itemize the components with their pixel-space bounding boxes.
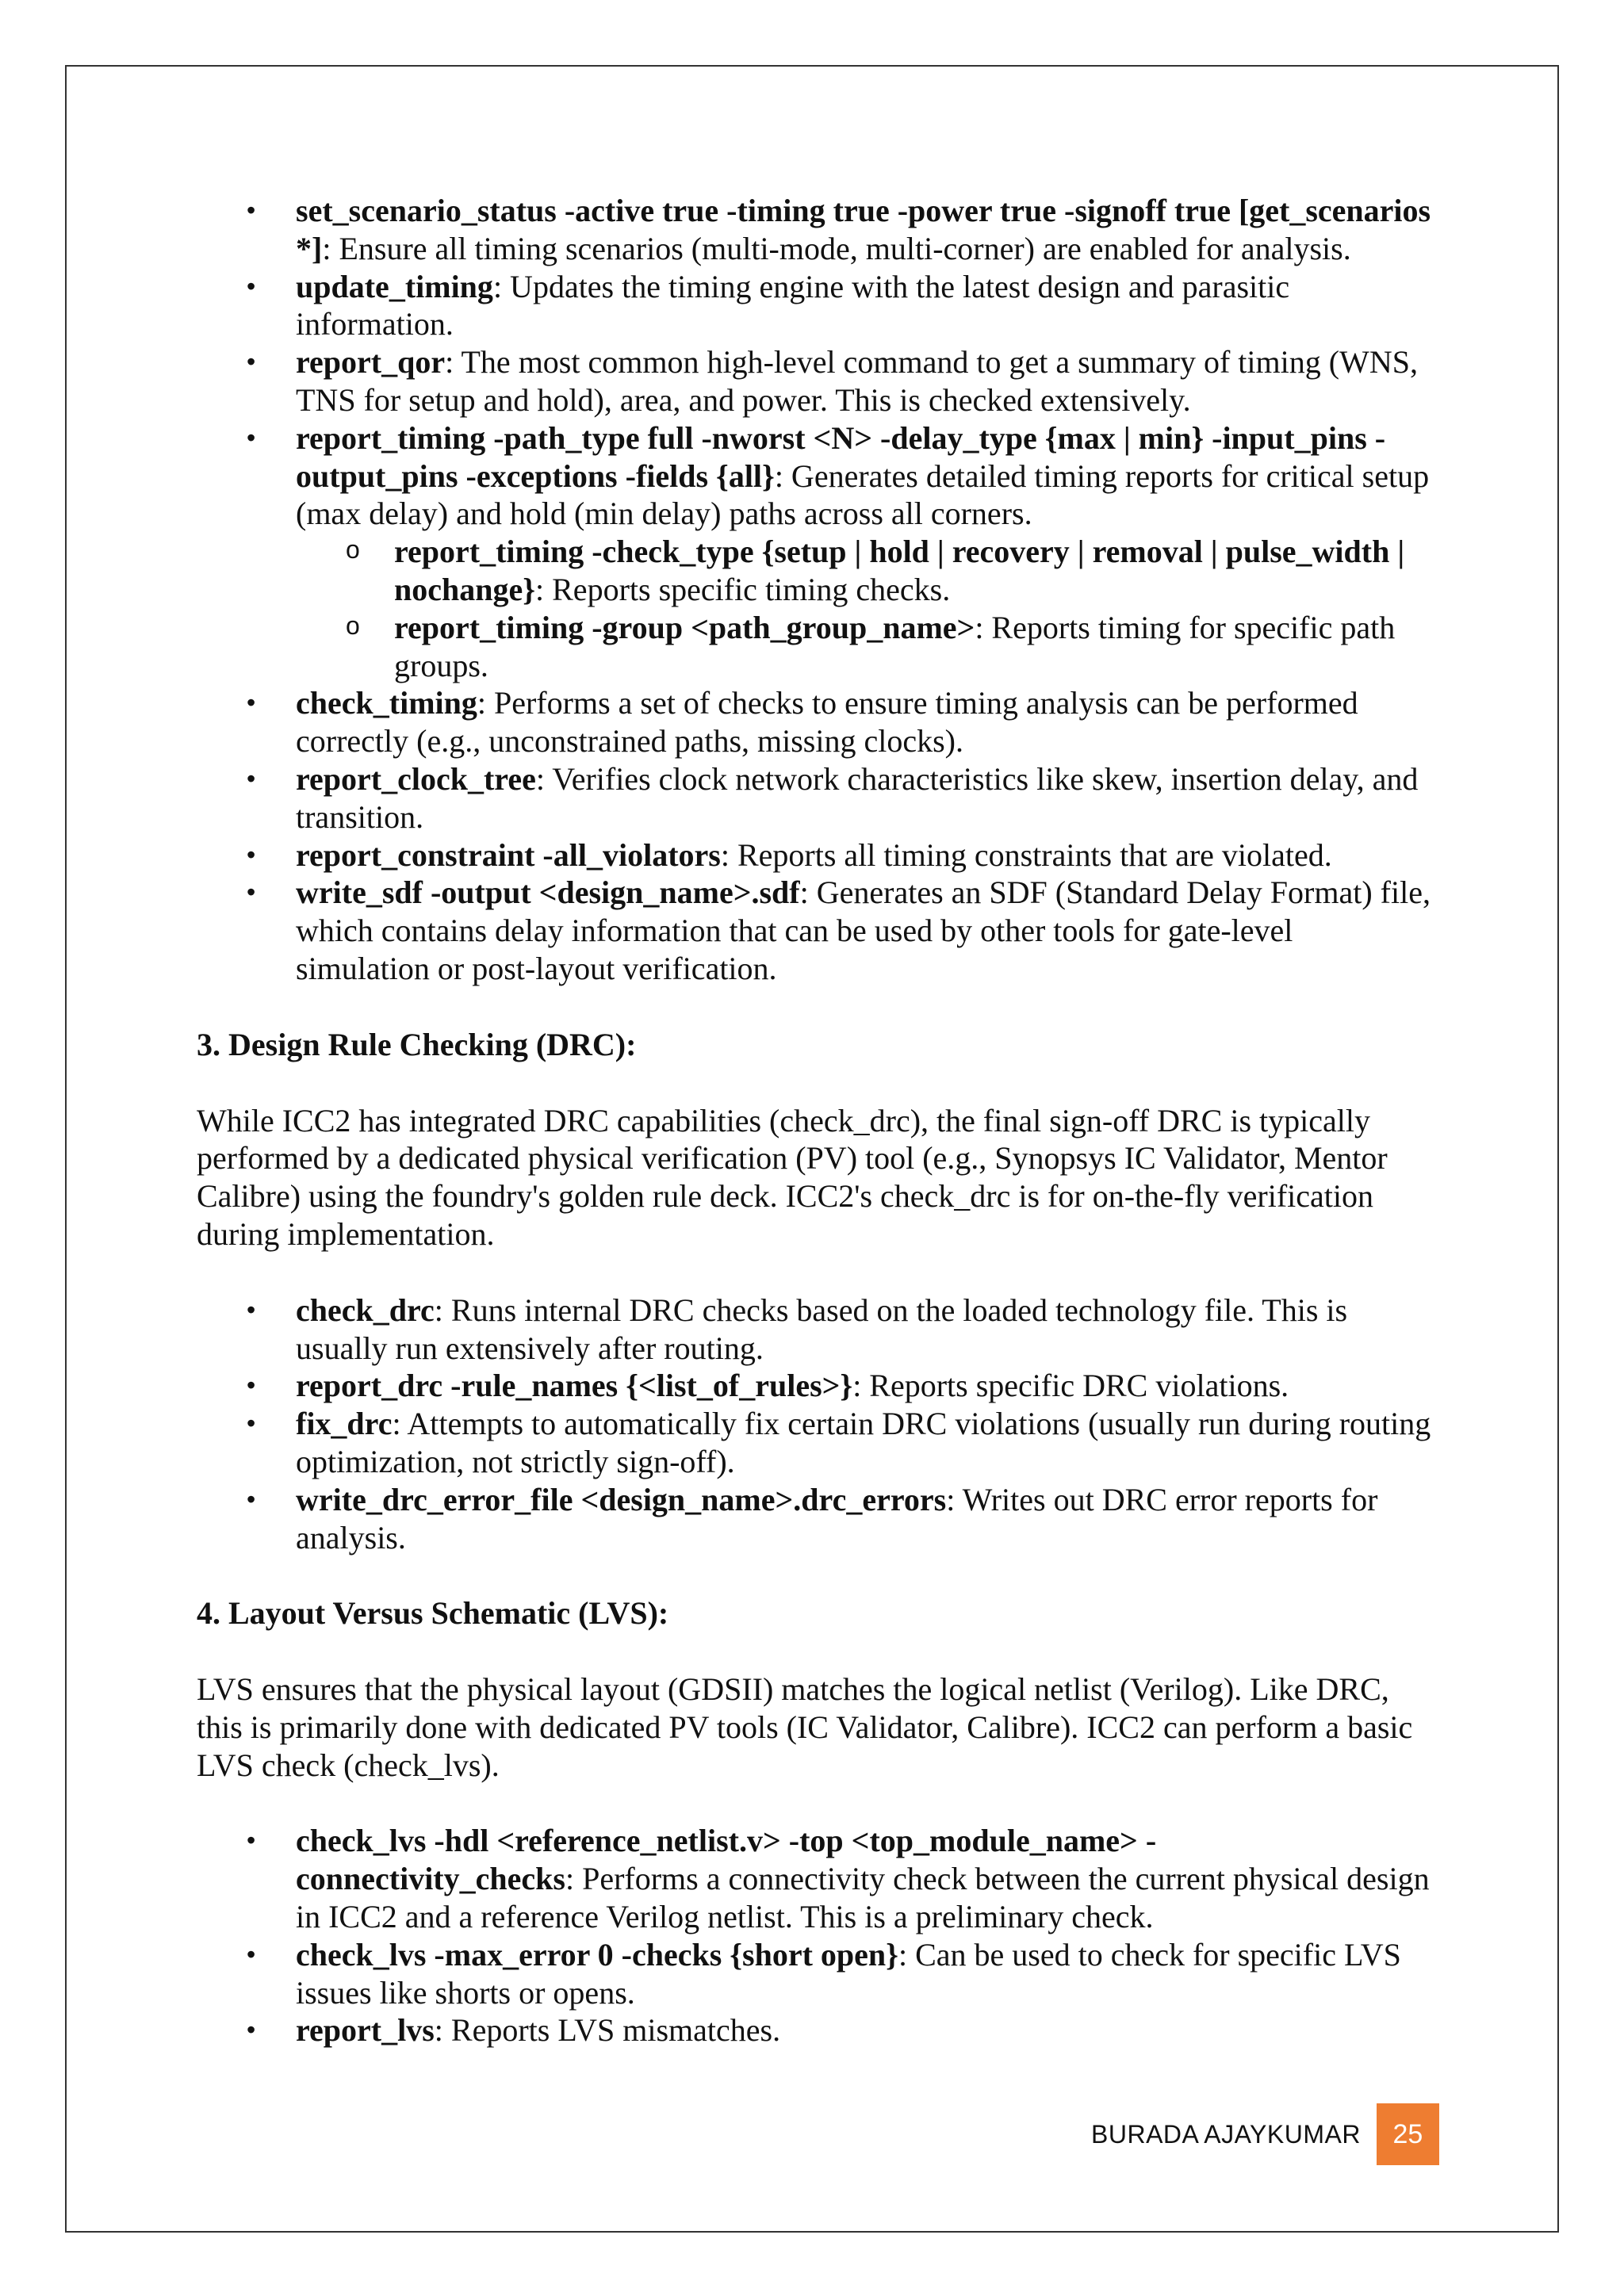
- list-item: [197, 343, 1434, 419]
- list-item: [197, 684, 1434, 760]
- list-item: [197, 1822, 1434, 1935]
- command-name: report_constraint -all_violators: [296, 836, 721, 873]
- command-name: write_drc_error_file <design_name>.drc_errors: [296, 1481, 947, 1517]
- list-item: [197, 760, 1434, 836]
- command-description: : Reports specific timing checks.: [535, 571, 951, 607]
- list-item: [197, 836, 1434, 874]
- list-item: [197, 874, 1434, 987]
- command-description: : The most common high-level command to get a summary of timing (WNS, TNS for setup and hold), area, and power. This is checked extensively.: [296, 344, 1418, 418]
- command-name: fix_drc: [296, 1406, 393, 1442]
- list-item: [197, 419, 1434, 685]
- command-name: set_scenario_status -active true -timing true -power true -signoff true [get_scenarios *]: [296, 193, 1431, 266]
- command-name: write_sdf -output <design_name>.sdf: [296, 874, 800, 911]
- timing-command-list: [197, 192, 1434, 988]
- command-description: : Runs internal DRC checks based on the loaded technology file. This is usually run extensively after routing.: [296, 1292, 1348, 1366]
- list-item: [197, 2011, 1434, 2049]
- page-content: [197, 192, 1434, 2049]
- list-item: [197, 1292, 1434, 1368]
- command-description: : Reports all timing constraints that are violated.: [720, 836, 1332, 873]
- command-description: : Reports LVS mismatches.: [434, 2012, 781, 2049]
- command-description: : Can be used to check for specific LVS issues like shorts or opens.: [296, 1936, 1401, 2011]
- command-description: : Attempts to automatically fix certain DRC violations (usually run during routing optimization, not strictly sign-off).: [296, 1406, 1431, 1479]
- command-name: report_clock_tree: [296, 760, 536, 797]
- list-item: [197, 1936, 1434, 2012]
- list-item: [197, 192, 1434, 268]
- sub-list-item: [296, 533, 1434, 609]
- page-number-badge: 25: [1377, 2103, 1439, 2165]
- command-description: : Ensure all timing scenarios (multi-mode, multi-corner) are enabled for analysis.: [322, 230, 1351, 266]
- timing-sub-list: [296, 533, 1434, 684]
- drc-intro-paragraph: While ICC2 has integrated DRC capabilities (check_drc), the final sign-off DRC is typically performed by a dedicated physical verification (PV) tool (e.g., Synopsys IC Validator, Mentor Calibre) using the foundry's golden rule deck. ICC2's check_drc is for on-the-fly verification during implementation.: [197, 1102, 1388, 1252]
- command-name: report_timing -path_type full -nworst <N> -delay_type {max | min} -input_pins -output_pins -exceptions -fields {all}: [296, 419, 1386, 494]
- list-item: [197, 268, 1434, 344]
- command-name: check_timing: [296, 685, 477, 721]
- drc-command-list: [197, 1292, 1434, 1557]
- command-name: check_drc: [296, 1292, 435, 1328]
- sub-list-item: [296, 609, 1434, 685]
- list-item: [197, 1405, 1434, 1481]
- command-description: : Verifies clock network characteristics like skew, insertion delay, and transition.: [296, 760, 1419, 835]
- command-name: check_lvs -hdl <reference_netlist.v> -top <top_module_name> -connectivity_checks: [296, 1823, 1157, 1897]
- command-description: : Reports specific DRC violations.: [852, 1368, 1289, 1404]
- command-name: update_timing: [296, 268, 493, 304]
- command-name: report_lvs: [296, 2012, 435, 2049]
- page-footer: [1091, 2103, 1439, 2165]
- command-description: : Generates an SDF (Standard Delay Format) file, which contains delay information that can be used by other tools for gate-level simulation or post-layout verification.: [296, 874, 1431, 986]
- list-item: [197, 1367, 1434, 1405]
- command-name: report_timing -group <path_group_name>: [394, 609, 975, 645]
- command-name: report_timing -check_type {setup | hold | recovery | removal | pulse_width | nochange}: [394, 534, 1405, 607]
- sub-list-wrapper: [197, 533, 1434, 684]
- command-name: report_drc -rule_names {<list_of_rules>}: [296, 1368, 853, 1404]
- command-name: check_lvs -max_error 0 -checks {short open}: [296, 1936, 898, 1973]
- lvs-intro-paragraph: LVS ensures that the physical layout (GDSII) matches the logical netlist (Verilog). Like DRC, this is primarily done with dedicated PV tools (IC Validator, Calibre). ICC2 can perform a basic LVS check (check_lvs).: [197, 1671, 1413, 1783]
- command-description: : Performs a set of checks to ensure timing analysis can be performed correctly (e.g., unconstrained paths, missing clocks).: [296, 685, 1358, 760]
- footer-author: BURADA AJAYKUMAR: [1091, 2119, 1361, 2149]
- section-heading-lvs: 4. Layout Versus Schematic (LVS):: [197, 1595, 669, 1632]
- list-item: [197, 1481, 1434, 1557]
- command-description: : Writes out DRC error reports for analysis.: [296, 1481, 1378, 1556]
- command-description: : Updates the timing engine with the latest design and parasitic information.: [296, 268, 1290, 342]
- command-description: : Performs a connectivity check between the current physical design in ICC2 and a reference Verilog netlist. This is a preliminary check.: [296, 1861, 1430, 1935]
- command-description: : Generates detailed timing reports for critical setup (max delay) and hold (min delay) paths across all corners.: [296, 457, 1430, 532]
- command-name: report_qor: [296, 344, 446, 381]
- command-description: : Reports timing for specific path groups.: [394, 609, 1396, 683]
- section-heading-drc: 3. Design Rule Checking (DRC):: [197, 1026, 637, 1062]
- lvs-command-list: [197, 1822, 1434, 2049]
